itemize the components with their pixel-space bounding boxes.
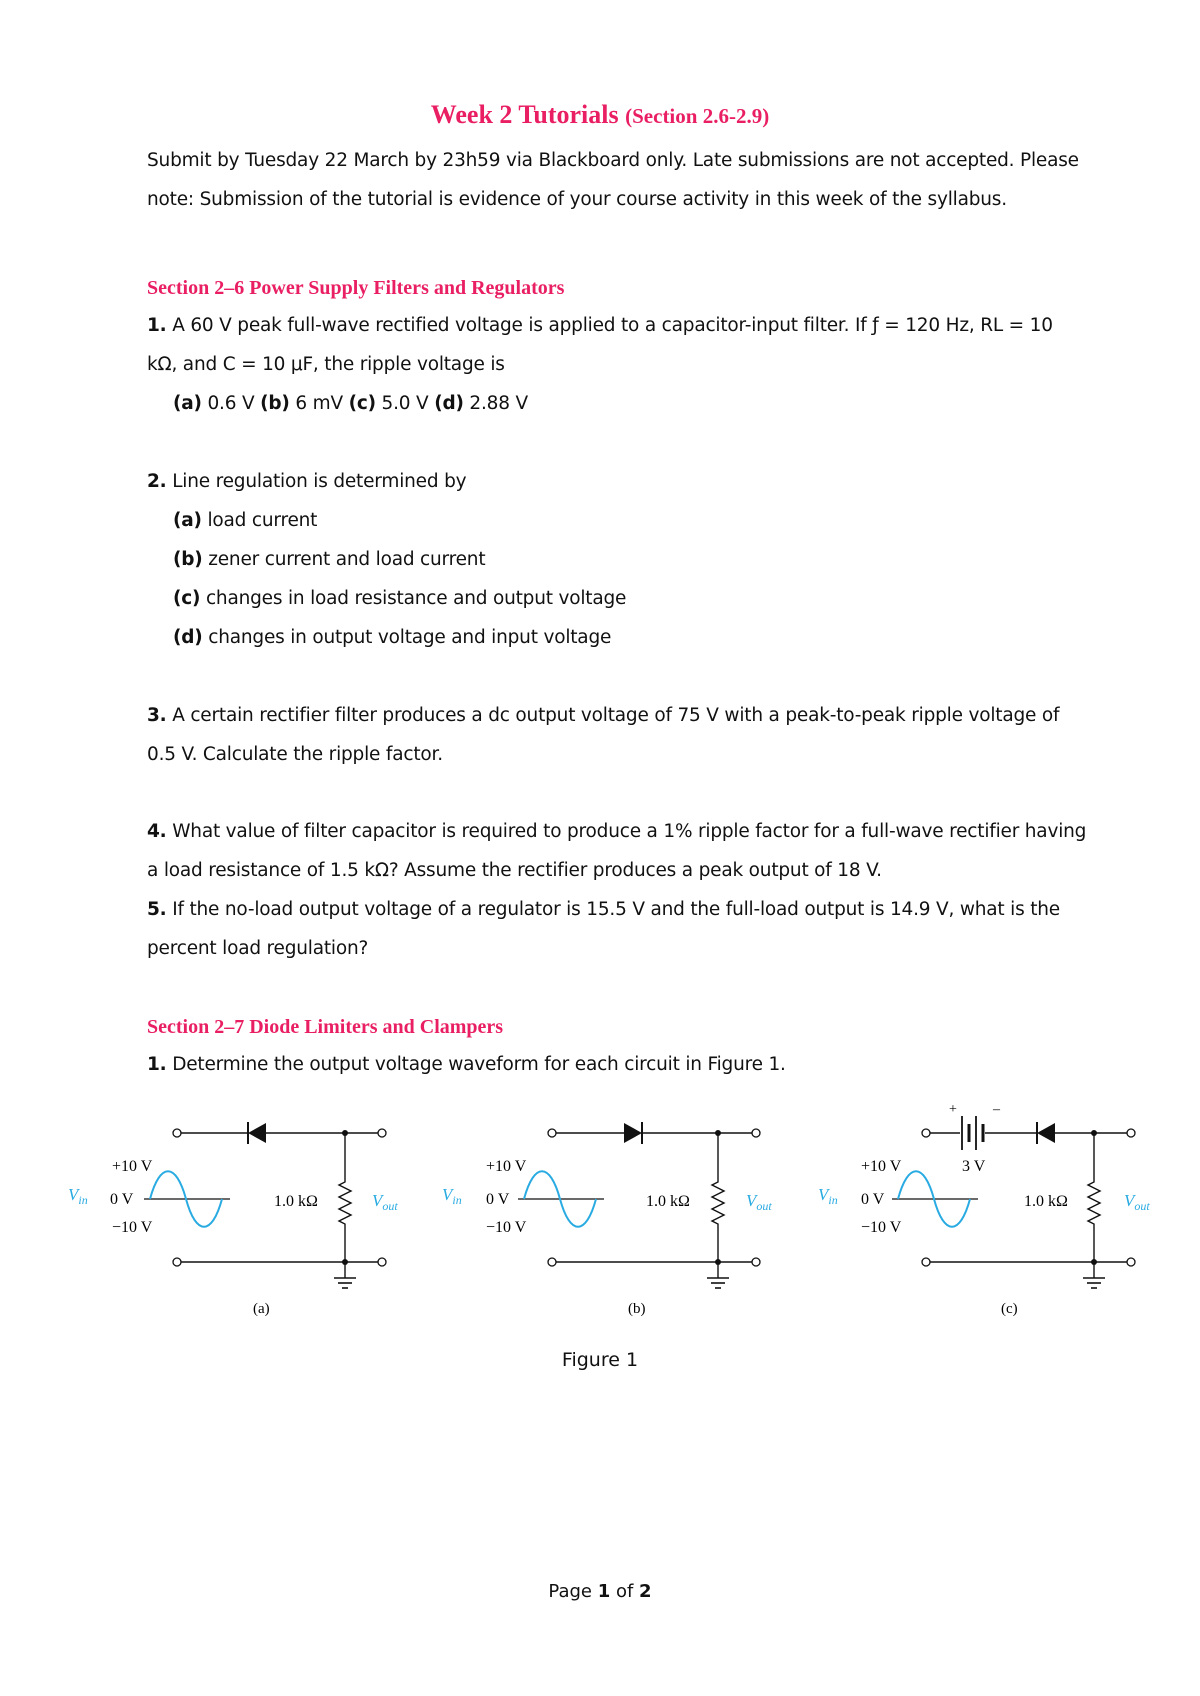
circuit-label-a: (a) <box>253 1301 270 1317</box>
vin-plus-label-a: +10 V <box>112 1158 153 1175</box>
vin-zero-label-c: 0 V <box>861 1191 885 1208</box>
vin-label-b: $V_{in}$ <box>442 1185 462 1207</box>
battery-plus-label: + <box>949 1102 957 1117</box>
resistor-label-c: 1.0 kΩ <box>1024 1193 1068 1210</box>
question-4: 4. What value of filter capacitor is required to produce a 1% ripple factor for a full-wave rectifier having <box>147 821 1087 842</box>
section-2-7-heading: Section 2–7 Diode Limiters and Clampers <box>147 1016 504 1038</box>
section-2-6-heading: Section 2–6 Power Supply Filters and Regulators <box>147 277 565 299</box>
question-3-line-2: 0.5 V. Calculate the ripple factor. <box>147 744 443 765</box>
figure-caption: Figure 1 <box>561 1349 639 1371</box>
battery-minus-label: – <box>993 1102 1000 1117</box>
question-3: 3. A certain rectifier filter produces a dc output voltage of 75 V with a peak-to-peak ripple voltage of <box>147 705 1060 726</box>
diode-b <box>624 1122 642 1144</box>
resistor-b <box>712 1176 724 1230</box>
resistor-a <box>339 1176 351 1230</box>
resistor-c <box>1088 1176 1100 1230</box>
circuit-b <box>442 1122 772 1317</box>
vin-minus-label-a: −10 V <box>112 1219 153 1236</box>
diode-c <box>1037 1122 1055 1144</box>
vin-zero-label-b: 0 V <box>486 1191 510 1208</box>
intro-line-2: note: Submission of the tutorial is evidence of your course activity in this week of the syllabus. <box>147 189 1007 210</box>
circuit-c <box>818 1102 1150 1317</box>
question-5: 5. If the no-load output voltage of a regulator is 15.5 V and the full-load output is 14.9 V, what is the <box>147 899 1060 920</box>
question-2-option-b: (b) zener current and load current <box>173 549 486 570</box>
circuit-a <box>68 1122 398 1317</box>
resistor-label-a: 1.0 kΩ <box>274 1193 318 1210</box>
vin-plus-label-b: +10 V <box>486 1158 527 1175</box>
vin-minus-label-b: −10 V <box>486 1219 527 1236</box>
question-2-option-c: (c) changes in load resistance and output voltage <box>173 588 627 609</box>
diode-a <box>248 1122 266 1144</box>
battery-c <box>962 1116 983 1150</box>
intro-line-1: Submit by Tuesday 22 March by 23h59 via Blackboard only. Late submissions are not accepted. Please <box>147 150 1079 171</box>
question-1: 1. A 60 V peak full-wave rectified voltage is applied to a capacitor-input filter. If ƒ = 120 Hz, RL = 10 <box>147 315 1053 336</box>
question-1-line-2: kΩ, and C = 10 μF, the ripple voltage is <box>147 354 505 375</box>
ground-a <box>334 1278 356 1288</box>
vin-label-a: $V_{in}$ <box>68 1185 88 1207</box>
figure-1-circuits <box>0 1100 1200 1330</box>
vout-label-a: $V_{out}$ <box>372 1191 398 1213</box>
ground-b <box>707 1278 729 1288</box>
vin-zero-label-a: 0 V <box>110 1191 134 1208</box>
vout-label-c: $V_{out}$ <box>1124 1191 1150 1213</box>
question-2-option-a: (a) load current <box>173 510 318 531</box>
page-footer: Page 1 of 2 <box>548 1581 652 1602</box>
battery-value-label: 3 V <box>962 1158 986 1175</box>
question-2-option-d: (d) changes in output voltage and input voltage <box>173 627 612 648</box>
question-2: 2. Line regulation is determined by <box>147 471 467 492</box>
question-1-options: (a) 0.6 V (b) 6 mV (c) 5.0 V (d) 2.88 V <box>173 393 528 414</box>
page-title: Week 2 Tutorials (Section 2.6-2.9) <box>430 100 770 129</box>
vin-label-c: $V_{in}$ <box>818 1185 838 1207</box>
vin-plus-label-c: +10 V <box>861 1158 902 1175</box>
circuit-label-b: (b) <box>628 1301 646 1317</box>
section-2-7-question-1: 1. Determine the output voltage waveform for each circuit in Figure 1. <box>147 1054 786 1075</box>
circuit-label-c: (c) <box>1001 1301 1018 1317</box>
ground-c <box>1083 1278 1105 1288</box>
vin-minus-label-c: −10 V <box>861 1219 902 1236</box>
vout-label-b: $V_{out}$ <box>746 1191 772 1213</box>
question-4-line-2: a load resistance of 1.5 kΩ? Assume the rectifier produces a peak output of 18 V. <box>147 860 882 881</box>
resistor-label-b: 1.0 kΩ <box>646 1193 690 1210</box>
question-5-line-2: percent load regulation? <box>147 938 369 959</box>
